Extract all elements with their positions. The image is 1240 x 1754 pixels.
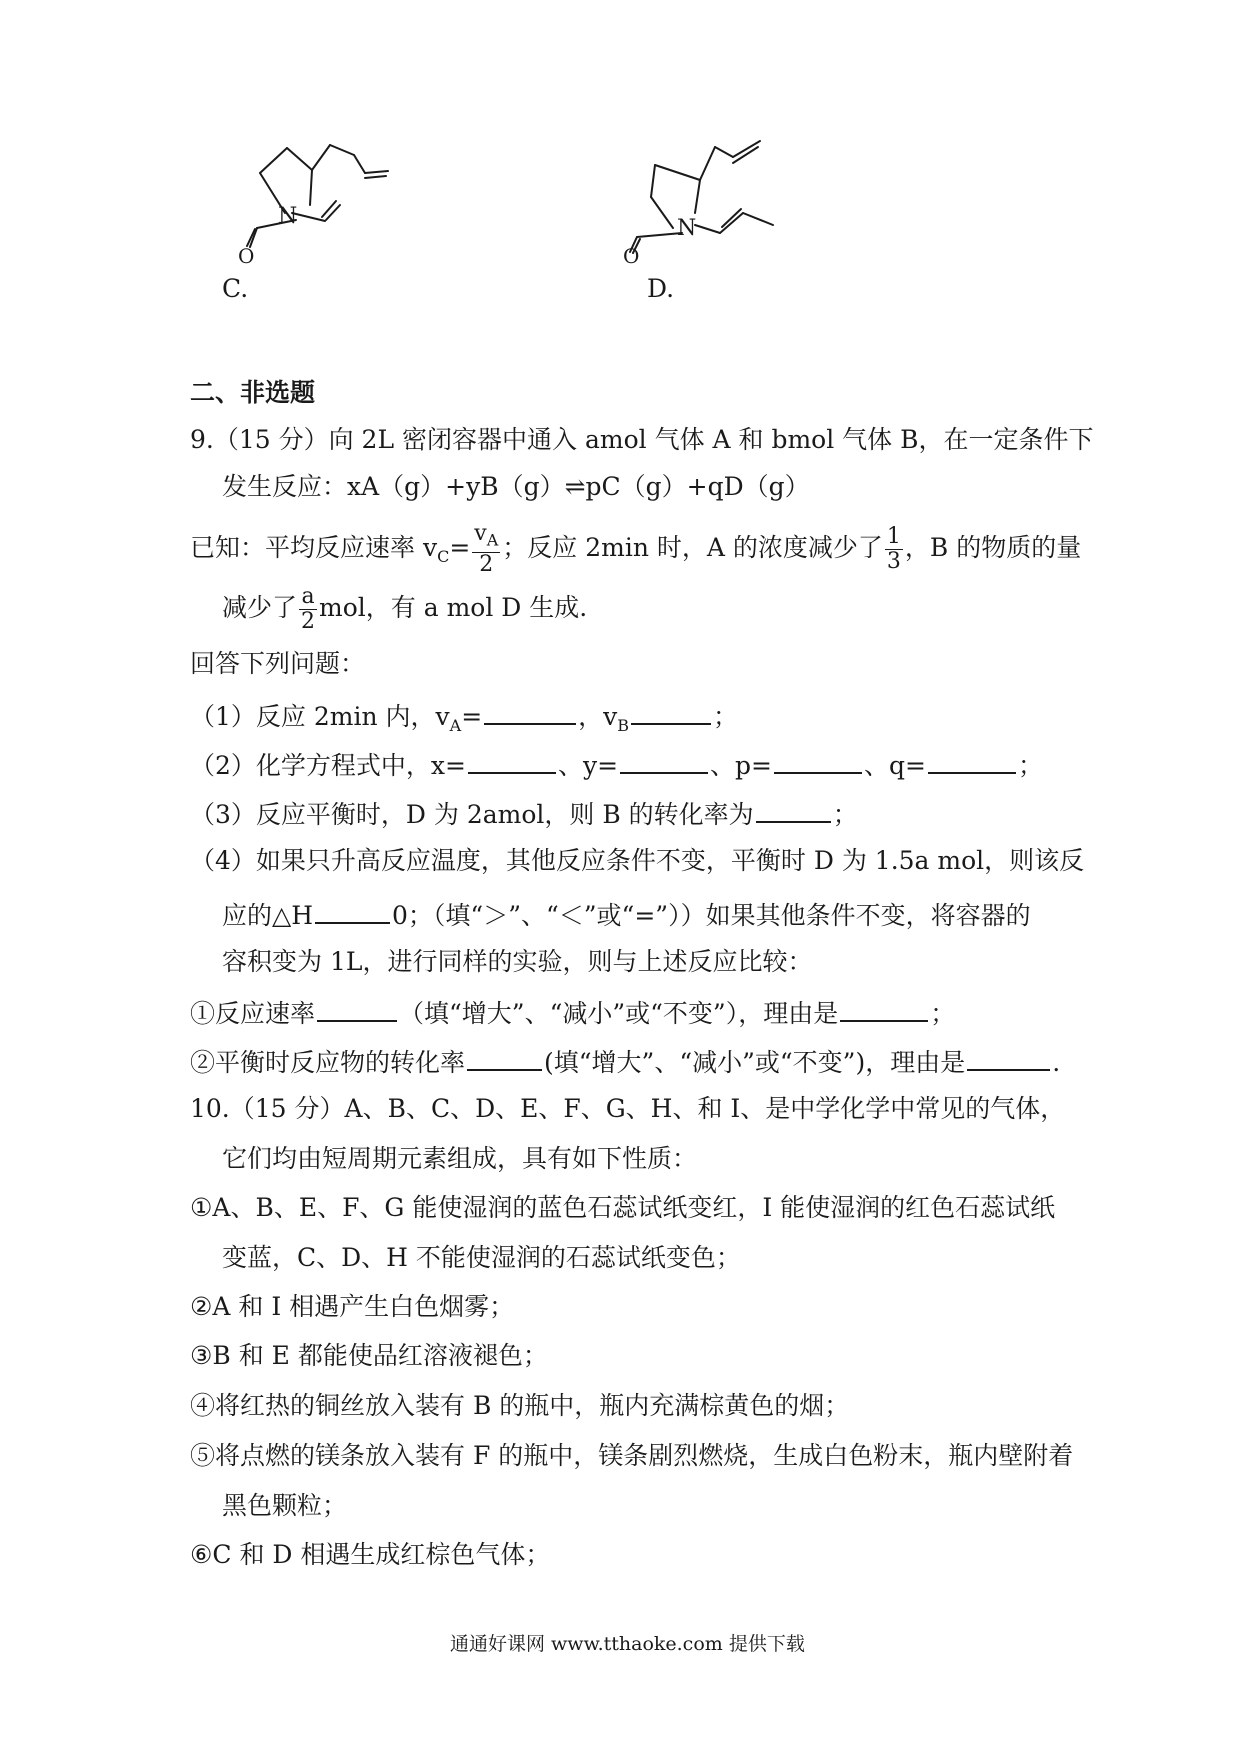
q9-frac1-num-sub: A <box>486 530 499 550</box>
option-c-oxygen-atom: O <box>238 244 255 268</box>
q10-item2: ②A 和 I 相遇产生白色烟雾； <box>190 1292 515 1321</box>
q9-answer-intro: 回答下列问题： <box>190 649 366 678</box>
q10-item5-line1: ⑤将点燃的镁条放入装有 F 的瓶中，镁条剧烈燃烧，生成白色粉末，瓶内壁附着 <box>190 1441 1074 1470</box>
q9-c1-rate-blank[interactable] <box>317 994 397 1022</box>
q9-p1-va-blank[interactable] <box>484 697 576 725</box>
q9-circle1 <box>190 994 955 1030</box>
q9-c1-end: ； <box>930 999 956 1028</box>
q9-p2-p-blank[interactable] <box>774 746 862 774</box>
q9-c2-reason-blank[interactable] <box>967 1043 1050 1071</box>
q10-item6: ⑥C 和 D 相遇生成红棕色气体； <box>190 1540 551 1569</box>
q10-item4: ④将红热的铜丝放入装有 B 的瓶中，瓶内充满棕黄色的烟； <box>190 1391 850 1420</box>
q9-circle2 <box>190 1043 1060 1079</box>
q9-c2-prefix: ②平衡时反应物的转化率 <box>190 1048 466 1077</box>
q9-p2-q-blank[interactable] <box>928 746 1016 774</box>
q9-p1-sub-a: A <box>449 716 462 735</box>
q9-part4-line2 <box>222 896 1031 932</box>
q9-known-post: ，B 的物质的量 <box>904 533 1082 563</box>
q9-part3 <box>190 795 858 831</box>
option-d-nitrogen-atom: N <box>677 216 697 241</box>
q9-fraction-a-over-2 <box>299 585 317 634</box>
q9-p2-p-label: 、p= <box>710 751 772 780</box>
q10-stem-line1: 10.（15 分）A、B、C、D、E、F、G、H、和 I、是中学化学中常见的气体， <box>190 1094 1066 1123</box>
q9-p1-sep: ，v <box>578 702 618 731</box>
q9-known-line <box>190 522 1081 577</box>
q9-p4-dh-blank[interactable] <box>315 896 390 924</box>
q9-p1-vb-blank[interactable] <box>631 697 711 725</box>
q9-frac2-num: 1 <box>886 524 901 550</box>
option-d-structure <box>625 125 825 285</box>
q9-part4-line3: 容积变为 1L，进行同样的实验，则与上述反应比较： <box>222 947 813 976</box>
q10-stem-line2: 它们均由短周期元素组成，具有如下性质： <box>222 1144 698 1173</box>
q9-line4-prefix: 减少了 <box>222 593 298 622</box>
q9-p4-line2-prefix: 应的△H <box>222 901 314 930</box>
q9-line4-post: mol，有 a mol D 生成. <box>319 593 588 622</box>
q9-c1-mid: （填“增大”、“减小”或“不变”），理由是 <box>399 999 839 1028</box>
q9-p1-sub-b: B <box>617 716 630 735</box>
q9-frac1-den: 2 <box>479 552 494 578</box>
q9-known-eq: = <box>449 533 471 563</box>
q9-p4-line2-post: 0；（填“＞”、“＜”或“=”））如果其他条件不变，将容器的 <box>392 901 1031 930</box>
q9-known-mid: ；反应 2min 时，A 的浓度减少了 <box>502 533 883 563</box>
q9-c2-end: . <box>1052 1048 1061 1077</box>
q9-fraction-1-over-3 <box>885 525 903 574</box>
q9-c1-prefix: ①反应速率 <box>190 999 316 1028</box>
q9-part1 <box>190 697 738 742</box>
q9-known-line2 <box>222 585 587 634</box>
option-d-oxygen-atom: O <box>623 244 640 268</box>
q9-p3-prefix: （3）反应平衡时，D 为 2amol，则 B 的转化率为 <box>190 800 754 829</box>
option-c-label: C. <box>222 274 249 303</box>
q9-frac1-num-v: v <box>474 521 487 546</box>
q10-item3: ③B 和 E 都能使品红溶液褪色； <box>190 1341 548 1370</box>
option-d-label: D. <box>647 274 675 303</box>
option-c-nitrogen-atom: N <box>278 204 298 229</box>
option-c-structure <box>230 125 470 275</box>
q9-stem-line2: 发生反应：xA（g）+yB（g）⇌pC（g）+qD（g） <box>222 472 810 501</box>
q9-frac3-num: a <box>299 585 317 610</box>
q9-p2-y-label: 、y= <box>557 751 619 780</box>
q9-c1-reason-blank[interactable] <box>840 994 928 1022</box>
q9-p1-prefix: （1）反应 2min 内，v <box>190 702 450 731</box>
q9-p1-eq: = <box>461 702 483 731</box>
q9-p2-x-blank[interactable] <box>468 746 556 774</box>
q9-stem-line1: 9.（15 分）向 2L 密闭容器中通入 amol 气体 A 和 bmol 气体 B，在一定条件下 <box>190 425 1094 454</box>
q9-frac2-den: 3 <box>886 549 901 575</box>
q9-p3-blank[interactable] <box>756 795 831 823</box>
q10-item1-line2: 变蓝，C、D、H 不能使湿润的石蕊试纸变色； <box>222 1243 741 1272</box>
q9-frac3-den: 2 <box>301 609 316 634</box>
q9-p2-y-blank[interactable] <box>620 746 708 774</box>
q9-known-sub-c: C <box>437 547 450 567</box>
q9-fraction-va-over-2 <box>472 522 500 577</box>
section-heading: 二、非选题 <box>190 378 316 407</box>
q9-p2-q-label: 、q= <box>863 751 926 780</box>
q9-p1-end: ； <box>713 702 739 731</box>
q9-p2-end: ； <box>1017 751 1043 780</box>
q9-p3-end: ； <box>832 800 858 829</box>
q9-part2 <box>190 746 1043 782</box>
q10-item1-line1: ①A、B、E、F、G 能使湿润的蓝色石蕊试纸变红，I 能使湿润的红色石蕊试纸 <box>190 1193 1056 1222</box>
q9-known-prefix: 已知：平均反应速率 v <box>190 533 438 563</box>
q9-c2-conversion-blank[interactable] <box>467 1043 542 1071</box>
q9-p2-prefix: （2）化学方程式中，x= <box>190 751 466 780</box>
q9-c2-mid: (填“增大”、“减小”或“不变”)，理由是 <box>544 1048 966 1077</box>
q10-item5-line2: 黑色颗粒； <box>222 1491 348 1520</box>
page-footer: 通通好课网 www.tthaoke.com 提供下载 <box>450 1633 805 1655</box>
q9-part4-line1: （4）如果只升高反应温度，其他反应条件不变，平衡时 D 为 1.5a mol，则该反 <box>190 846 1085 875</box>
